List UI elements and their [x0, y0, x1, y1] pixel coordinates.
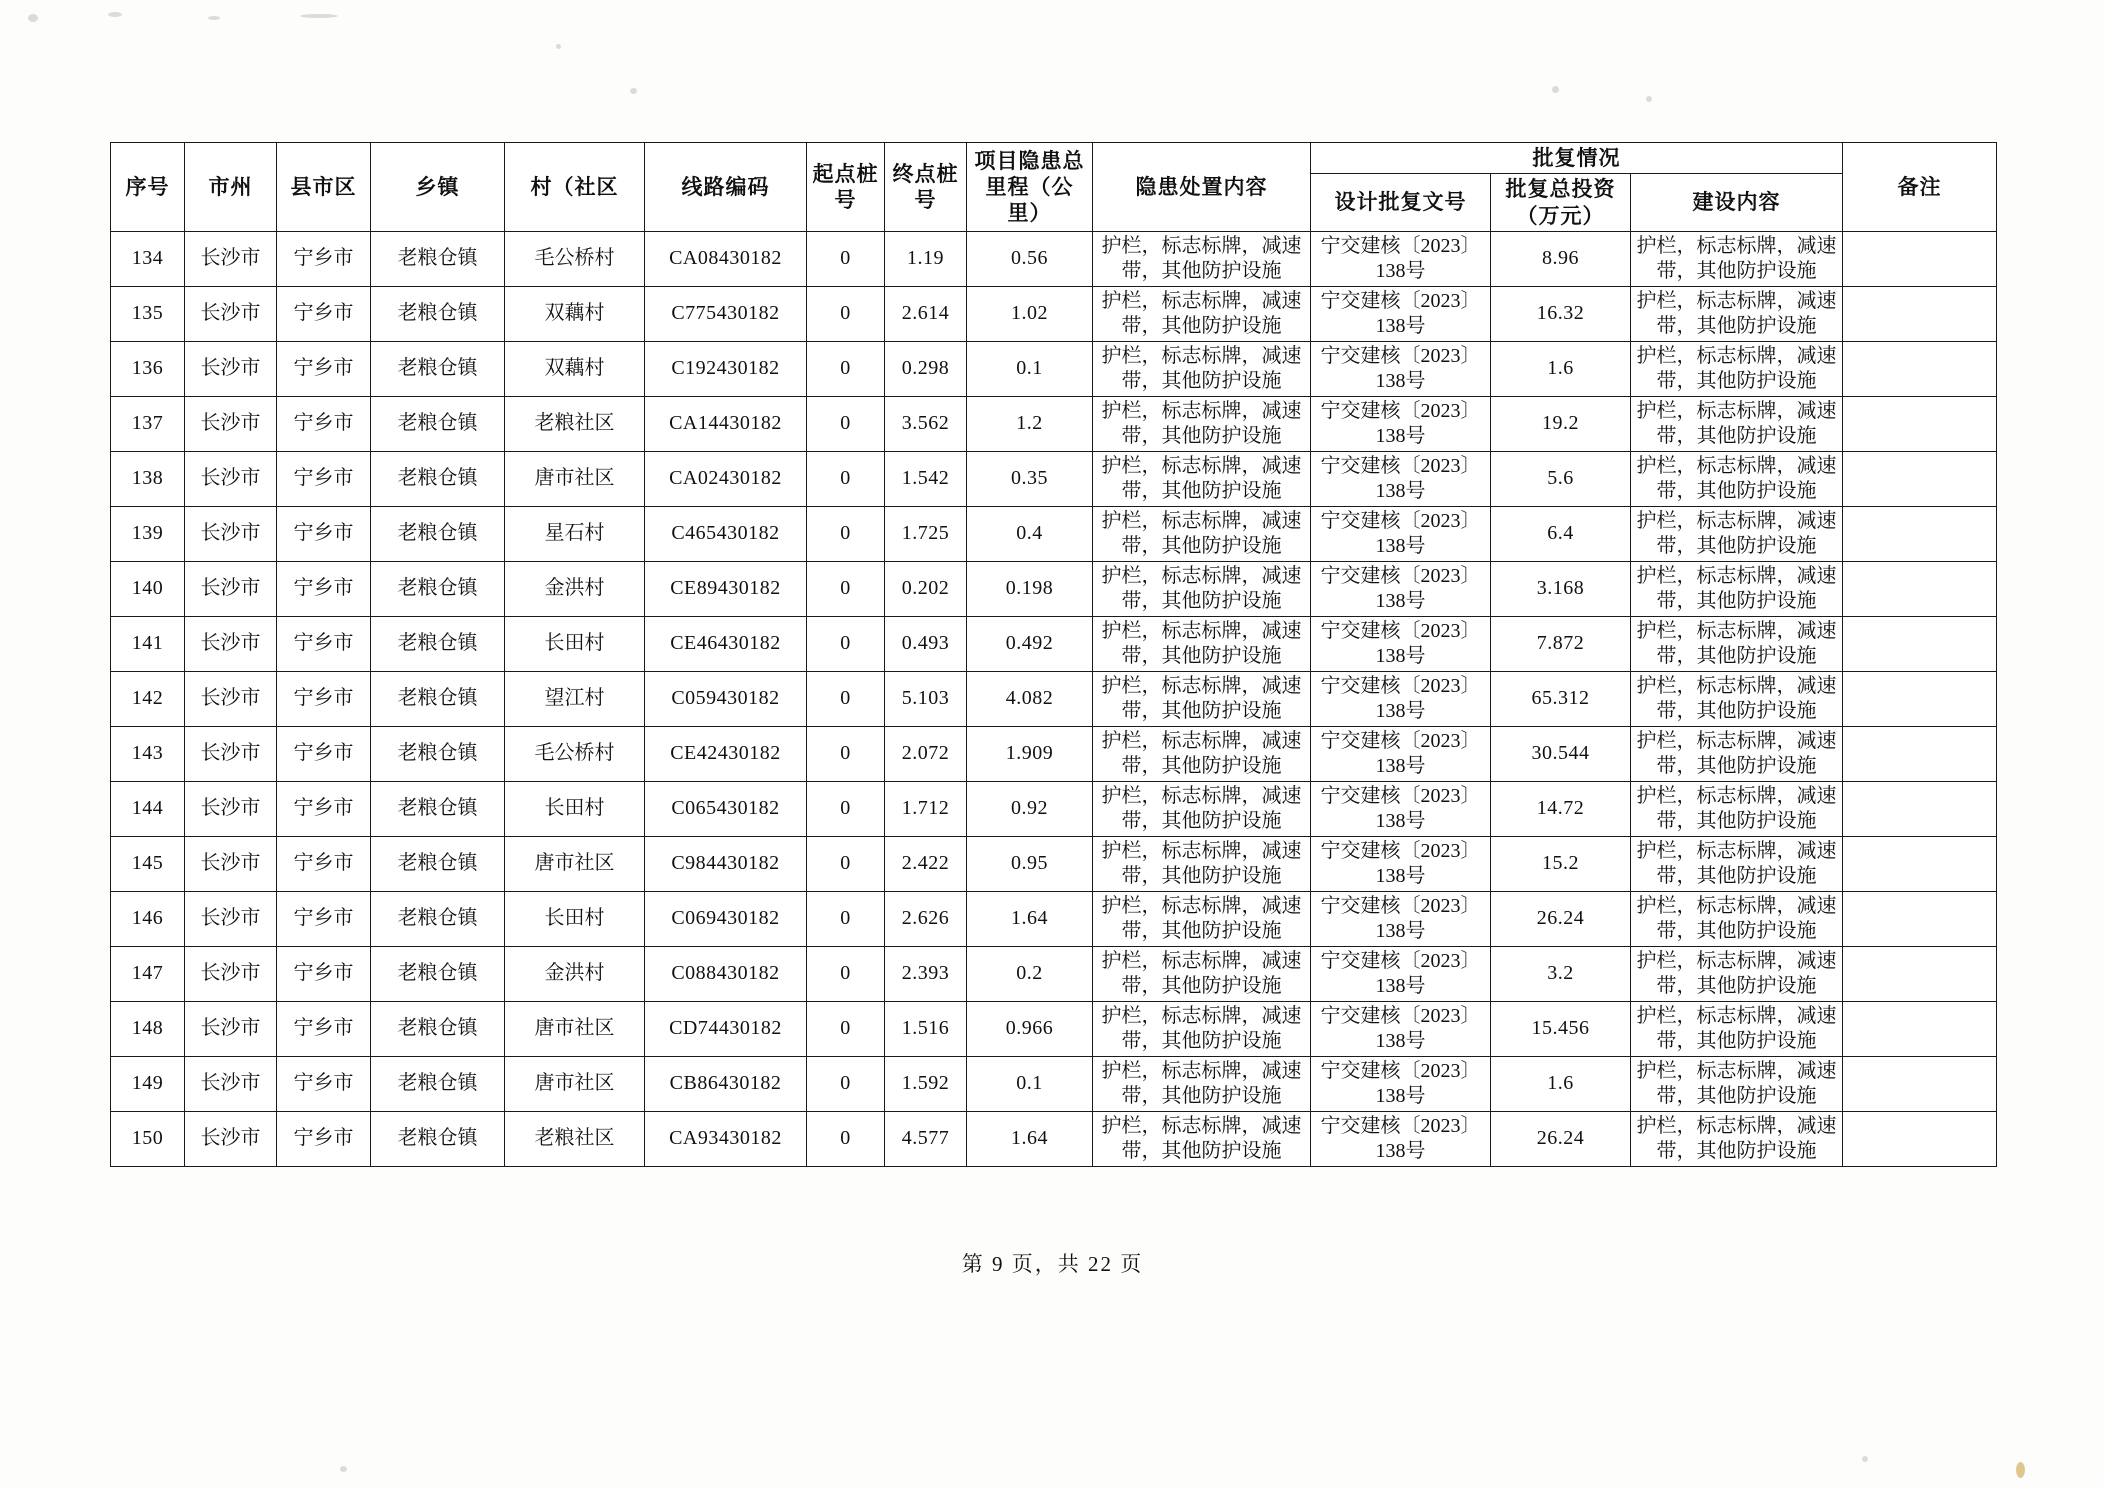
cell-investment: 7.872 [1491, 616, 1631, 671]
cell-start: 0 [807, 506, 885, 561]
cell-town: 老粮仓镇 [371, 396, 505, 451]
cell-village: 毛公桥村 [505, 231, 645, 286]
cell-hazard-content: 护栏，标志标牌，减速带，其他防护设施 [1093, 451, 1311, 506]
cell-county: 宁乡市 [277, 671, 371, 726]
cell-construction-content: 护栏，标志标牌，减速带，其他防护设施 [1631, 946, 1843, 1001]
table-row [111, 781, 1997, 836]
cell-start: 0 [807, 1111, 885, 1166]
table-row [111, 286, 1997, 341]
cell-start: 0 [807, 781, 885, 836]
cell-end: 0.493 [885, 616, 967, 671]
cell-seq: 144 [111, 781, 185, 836]
cell-start: 0 [807, 946, 885, 1001]
cell-investment: 15.456 [1491, 1001, 1631, 1056]
cell-remark [1843, 1056, 1997, 1111]
cell-line-code: C984430182 [645, 836, 807, 891]
scan-speckle [556, 44, 561, 49]
cell-design-doc: 宁交建核〔2023〕138号 [1311, 341, 1491, 396]
cell-design-doc: 宁交建核〔2023〕138号 [1311, 1056, 1491, 1111]
cell-start: 0 [807, 396, 885, 451]
table-row [111, 891, 1997, 946]
cell-city: 长沙市 [185, 671, 277, 726]
cell-design-doc: 宁交建核〔2023〕138号 [1311, 286, 1491, 341]
cell-line-code: CE89430182 [645, 561, 807, 616]
cell-city: 长沙市 [185, 946, 277, 1001]
scan-speckle [1862, 1456, 1868, 1462]
cell-investment: 16.32 [1491, 286, 1631, 341]
cell-county: 宁乡市 [277, 341, 371, 396]
cell-hazard-content: 护栏，标志标牌，减速带，其他防护设施 [1093, 286, 1311, 341]
table-row [111, 1111, 1997, 1166]
cell-remark [1843, 946, 1997, 1001]
cell-start: 0 [807, 1056, 885, 1111]
cell-line-code: CE46430182 [645, 616, 807, 671]
cell-city: 长沙市 [185, 781, 277, 836]
cell-seq: 148 [111, 1001, 185, 1056]
cell-seq: 149 [111, 1056, 185, 1111]
cell-county: 宁乡市 [277, 286, 371, 341]
cell-village: 唐市社区 [505, 1056, 645, 1111]
scan-speckle [108, 12, 122, 17]
cell-hazard-content: 护栏，标志标牌，减速带，其他防护设施 [1093, 1001, 1311, 1056]
column-header-line-code: 线路编码 [645, 143, 807, 232]
cell-town: 老粮仓镇 [371, 891, 505, 946]
cell-start: 0 [807, 726, 885, 781]
table-row [111, 616, 1997, 671]
cell-start: 0 [807, 891, 885, 946]
cell-county: 宁乡市 [277, 396, 371, 451]
cell-county: 宁乡市 [277, 836, 371, 891]
cell-construction-content: 护栏，标志标牌，减速带，其他防护设施 [1631, 341, 1843, 396]
cell-design-doc: 宁交建核〔2023〕138号 [1311, 671, 1491, 726]
cell-end: 1.712 [885, 781, 967, 836]
cell-county: 宁乡市 [277, 946, 371, 1001]
cell-hazard-content: 护栏，标志标牌，减速带，其他防护设施 [1093, 506, 1311, 561]
cell-remark [1843, 671, 1997, 726]
cell-remark [1843, 836, 1997, 891]
cell-seq: 134 [111, 231, 185, 286]
cell-village: 长田村 [505, 616, 645, 671]
cell-start: 0 [807, 1001, 885, 1056]
cell-seq: 142 [111, 671, 185, 726]
cell-town: 老粮仓镇 [371, 286, 505, 341]
cell-end: 3.562 [885, 396, 967, 451]
cell-total: 0.35 [967, 451, 1093, 506]
cell-construction-content: 护栏，标志标牌，减速带，其他防护设施 [1631, 616, 1843, 671]
cell-county: 宁乡市 [277, 1111, 371, 1166]
cell-investment: 14.72 [1491, 781, 1631, 836]
cell-hazard-content: 护栏，标志标牌，减速带，其他防护设施 [1093, 946, 1311, 1001]
cell-county: 宁乡市 [277, 781, 371, 836]
table-row [111, 671, 1997, 726]
cell-city: 长沙市 [185, 231, 277, 286]
table-row [111, 836, 1997, 891]
cell-city: 长沙市 [185, 836, 277, 891]
table-row [111, 341, 1997, 396]
cell-town: 老粮仓镇 [371, 231, 505, 286]
cell-total: 0.92 [967, 781, 1093, 836]
cell-design-doc: 宁交建核〔2023〕138号 [1311, 506, 1491, 561]
table-row [111, 1056, 1997, 1111]
cell-end: 2.393 [885, 946, 967, 1001]
cell-remark [1843, 891, 1997, 946]
cell-county: 宁乡市 [277, 231, 371, 286]
cell-city: 长沙市 [185, 396, 277, 451]
cell-hazard-content: 护栏，标志标牌，减速带，其他防护设施 [1093, 781, 1311, 836]
cell-remark [1843, 1111, 1997, 1166]
cell-start: 0 [807, 231, 885, 286]
cell-start: 0 [807, 836, 885, 891]
cell-remark [1843, 781, 1997, 836]
scan-speckle [340, 1466, 347, 1472]
cell-village: 金洪村 [505, 946, 645, 1001]
page-footer: 第 9 页，共 22 页 [961, 1252, 1144, 1276]
cell-seq: 141 [111, 616, 185, 671]
cell-village: 唐市社区 [505, 1001, 645, 1056]
cell-city: 长沙市 [185, 451, 277, 506]
table-row [111, 231, 1997, 286]
table-row [111, 506, 1997, 561]
cell-town: 老粮仓镇 [371, 341, 505, 396]
column-header-town: 乡镇 [371, 143, 505, 232]
cell-total: 0.56 [967, 231, 1093, 286]
cell-construction-content: 护栏，标志标牌，减速带，其他防护设施 [1631, 891, 1843, 946]
table-row [111, 396, 1997, 451]
cell-line-code: C069430182 [645, 891, 807, 946]
cell-town: 老粮仓镇 [371, 671, 505, 726]
cell-county: 宁乡市 [277, 451, 371, 506]
cell-city: 长沙市 [185, 286, 277, 341]
cell-construction-content: 护栏，标志标牌，减速带，其他防护设施 [1631, 231, 1843, 286]
cell-design-doc: 宁交建核〔2023〕138号 [1311, 836, 1491, 891]
cell-hazard-content: 护栏，标志标牌，减速带，其他防护设施 [1093, 1056, 1311, 1111]
cell-line-code: C065430182 [645, 781, 807, 836]
cell-end: 5.103 [885, 671, 967, 726]
cell-design-doc: 宁交建核〔2023〕138号 [1311, 231, 1491, 286]
cell-line-code: CA14430182 [645, 396, 807, 451]
cell-end: 0.202 [885, 561, 967, 616]
cell-town: 老粮仓镇 [371, 506, 505, 561]
cell-city: 长沙市 [185, 891, 277, 946]
cell-hazard-content: 护栏，标志标牌，减速带，其他防护设施 [1093, 341, 1311, 396]
cell-construction-content: 护栏，标志标牌，减速带，其他防护设施 [1631, 726, 1843, 781]
cell-city: 长沙市 [185, 1056, 277, 1111]
cell-seq: 146 [111, 891, 185, 946]
cell-hazard-content: 护栏，标志标牌，减速带，其他防护设施 [1093, 891, 1311, 946]
cell-seq: 137 [111, 396, 185, 451]
column-header-end-stake: 终点桩号 [885, 143, 967, 232]
cell-total: 0.4 [967, 506, 1093, 561]
cell-line-code: CA08430182 [645, 231, 807, 286]
cell-village: 长田村 [505, 781, 645, 836]
scan-speckle [1552, 86, 1559, 93]
cell-town: 老粮仓镇 [371, 1056, 505, 1111]
cell-line-code: CA93430182 [645, 1111, 807, 1166]
cell-county: 宁乡市 [277, 1056, 371, 1111]
cell-investment: 6.4 [1491, 506, 1631, 561]
cell-construction-content: 护栏，标志标牌，减速带，其他防护设施 [1631, 781, 1843, 836]
cell-village: 星石村 [505, 506, 645, 561]
table-row [111, 1001, 1997, 1056]
cell-design-doc: 宁交建核〔2023〕138号 [1311, 451, 1491, 506]
cell-county: 宁乡市 [277, 506, 371, 561]
cell-seq: 138 [111, 451, 185, 506]
cell-remark [1843, 451, 1997, 506]
cell-total: 0.492 [967, 616, 1093, 671]
cell-hazard-content: 护栏，标志标牌，减速带，其他防护设施 [1093, 671, 1311, 726]
cell-line-code: C775430182 [645, 286, 807, 341]
cell-end: 4.577 [885, 1111, 967, 1166]
cell-city: 长沙市 [185, 341, 277, 396]
cell-line-code: CB86430182 [645, 1056, 807, 1111]
cell-town: 老粮仓镇 [371, 561, 505, 616]
cell-investment: 26.24 [1491, 891, 1631, 946]
cell-construction-content: 护栏，标志标牌，减速带，其他防护设施 [1631, 1111, 1843, 1166]
cell-county: 宁乡市 [277, 561, 371, 616]
cell-seq: 147 [111, 946, 185, 1001]
cell-start: 0 [807, 616, 885, 671]
cell-start: 0 [807, 286, 885, 341]
cell-remark [1843, 1001, 1997, 1056]
cell-city: 长沙市 [185, 1001, 277, 1056]
cell-total: 4.082 [967, 671, 1093, 726]
scan-speckle [2016, 1462, 2025, 1478]
table-row [111, 561, 1997, 616]
cell-hazard-content: 护栏，标志标牌，减速带，其他防护设施 [1093, 1111, 1311, 1166]
column-header-village: 村（社区 [505, 143, 645, 232]
cell-city: 长沙市 [185, 726, 277, 781]
cell-investment: 3.2 [1491, 946, 1631, 1001]
cell-construction-content: 护栏，标志标牌，减速带，其他防护设施 [1631, 1001, 1843, 1056]
column-header-hazard-content: 隐患处置内容 [1093, 143, 1311, 232]
cell-town: 老粮仓镇 [371, 836, 505, 891]
cell-design-doc: 宁交建核〔2023〕138号 [1311, 1001, 1491, 1056]
column-header-total-mileage: 项目隐患总里程（公里） [967, 143, 1093, 232]
cell-end: 2.626 [885, 891, 967, 946]
cell-remark [1843, 396, 1997, 451]
cell-line-code: CA02430182 [645, 451, 807, 506]
column-header-remark: 备注 [1843, 143, 1997, 232]
cell-end: 1.592 [885, 1056, 967, 1111]
cell-remark [1843, 561, 1997, 616]
cell-remark [1843, 341, 1997, 396]
cell-start: 0 [807, 561, 885, 616]
cell-end: 2.422 [885, 836, 967, 891]
cell-city: 长沙市 [185, 506, 277, 561]
table-row [111, 451, 1997, 506]
column-header-total-investment: 批复总投资（万元） [1491, 174, 1631, 232]
cell-total: 0.198 [967, 561, 1093, 616]
hazard-table-container [110, 142, 1996, 1167]
column-header-approval-group: 批复情况 [1311, 143, 1843, 174]
cell-end: 1.542 [885, 451, 967, 506]
cell-design-doc: 宁交建核〔2023〕138号 [1311, 396, 1491, 451]
column-header-city: 市州 [185, 143, 277, 232]
cell-investment: 5.6 [1491, 451, 1631, 506]
cell-village: 唐市社区 [505, 451, 645, 506]
cell-investment: 3.168 [1491, 561, 1631, 616]
cell-seq: 139 [111, 506, 185, 561]
cell-line-code: C059430182 [645, 671, 807, 726]
cell-village: 双藕村 [505, 341, 645, 396]
cell-hazard-content: 护栏，标志标牌，减速带，其他防护设施 [1093, 561, 1311, 616]
cell-city: 长沙市 [185, 561, 277, 616]
cell-construction-content: 护栏，标志标牌，减速带，其他防护设施 [1631, 506, 1843, 561]
cell-total: 1.64 [967, 891, 1093, 946]
cell-line-code: C465430182 [645, 506, 807, 561]
cell-town: 老粮仓镇 [371, 726, 505, 781]
table-header [111, 143, 1997, 232]
column-header-construction-content: 建设内容 [1631, 174, 1843, 232]
cell-hazard-content: 护栏，标志标牌，减速带，其他防护设施 [1093, 396, 1311, 451]
cell-remark [1843, 726, 1997, 781]
scan-speckle [1646, 96, 1652, 102]
column-header-start-stake: 起点桩号 [807, 143, 885, 232]
cell-design-doc: 宁交建核〔2023〕138号 [1311, 561, 1491, 616]
cell-total: 0.95 [967, 836, 1093, 891]
cell-start: 0 [807, 341, 885, 396]
cell-town: 老粮仓镇 [371, 451, 505, 506]
cell-seq: 150 [111, 1111, 185, 1166]
cell-town: 老粮仓镇 [371, 946, 505, 1001]
cell-construction-content: 护栏，标志标牌，减速带，其他防护设施 [1631, 451, 1843, 506]
cell-construction-content: 护栏，标志标牌，减速带，其他防护设施 [1631, 671, 1843, 726]
cell-construction-content: 护栏，标志标牌，减速带，其他防护设施 [1631, 396, 1843, 451]
column-header-seq: 序号 [111, 143, 185, 232]
table-header-row-1 [111, 143, 1997, 174]
cell-remark [1843, 506, 1997, 561]
cell-hazard-content: 护栏，标志标牌，减速带，其他防护设施 [1093, 726, 1311, 781]
cell-start: 0 [807, 451, 885, 506]
cell-design-doc: 宁交建核〔2023〕138号 [1311, 616, 1491, 671]
cell-investment: 1.6 [1491, 1056, 1631, 1111]
cell-total: 0.2 [967, 946, 1093, 1001]
cell-line-code: C192430182 [645, 341, 807, 396]
cell-county: 宁乡市 [277, 1001, 371, 1056]
cell-investment: 8.96 [1491, 231, 1631, 286]
cell-end: 1.516 [885, 1001, 967, 1056]
cell-construction-content: 护栏，标志标牌，减速带，其他防护设施 [1631, 836, 1843, 891]
cell-seq: 143 [111, 726, 185, 781]
cell-seq: 135 [111, 286, 185, 341]
cell-investment: 19.2 [1491, 396, 1631, 451]
hazard-table [110, 142, 1997, 1167]
cell-village: 老粮社区 [505, 1111, 645, 1166]
cell-investment: 1.6 [1491, 341, 1631, 396]
cell-county: 宁乡市 [277, 616, 371, 671]
cell-end: 2.614 [885, 286, 967, 341]
cell-construction-content: 护栏，标志标牌，减速带，其他防护设施 [1631, 561, 1843, 616]
cell-construction-content: 护栏，标志标牌，减速带，其他防护设施 [1631, 286, 1843, 341]
cell-design-doc: 宁交建核〔2023〕138号 [1311, 726, 1491, 781]
cell-total: 0.1 [967, 1056, 1093, 1111]
cell-village: 老粮社区 [505, 396, 645, 451]
cell-total: 1.64 [967, 1111, 1093, 1166]
cell-investment: 26.24 [1491, 1111, 1631, 1166]
cell-village: 望江村 [505, 671, 645, 726]
cell-end: 1.725 [885, 506, 967, 561]
cell-hazard-content: 护栏，标志标牌，减速带，其他防护设施 [1093, 836, 1311, 891]
cell-village: 双藕村 [505, 286, 645, 341]
cell-hazard-content: 护栏，标志标牌，减速带，其他防护设施 [1093, 616, 1311, 671]
cell-county: 宁乡市 [277, 891, 371, 946]
cell-total: 1.2 [967, 396, 1093, 451]
cell-end: 0.298 [885, 341, 967, 396]
column-header-county: 县市区 [277, 143, 371, 232]
cell-seq: 140 [111, 561, 185, 616]
scan-speckle [300, 14, 338, 18]
scan-speckle [208, 16, 220, 20]
cell-village: 金洪村 [505, 561, 645, 616]
cell-investment: 30.544 [1491, 726, 1631, 781]
cell-city: 长沙市 [185, 1111, 277, 1166]
cell-village: 长田村 [505, 891, 645, 946]
cell-start: 0 [807, 671, 885, 726]
scan-speckle [630, 88, 637, 94]
cell-total: 0.966 [967, 1001, 1093, 1056]
table-row [111, 726, 1997, 781]
cell-investment: 65.312 [1491, 671, 1631, 726]
cell-remark [1843, 231, 1997, 286]
cell-total: 0.1 [967, 341, 1093, 396]
cell-seq: 145 [111, 836, 185, 891]
cell-end: 2.072 [885, 726, 967, 781]
cell-hazard-content: 护栏，标志标牌，减速带，其他防护设施 [1093, 231, 1311, 286]
column-header-design-doc: 设计批复文号 [1311, 174, 1491, 232]
cell-construction-content: 护栏，标志标牌，减速带，其他防护设施 [1631, 1056, 1843, 1111]
cell-line-code: CE42430182 [645, 726, 807, 781]
cell-design-doc: 宁交建核〔2023〕138号 [1311, 891, 1491, 946]
cell-line-code: CD74430182 [645, 1001, 807, 1056]
cell-seq: 136 [111, 341, 185, 396]
cell-investment: 15.2 [1491, 836, 1631, 891]
cell-remark [1843, 616, 1997, 671]
cell-town: 老粮仓镇 [371, 616, 505, 671]
table-row [111, 946, 1997, 1001]
scan-speckle [28, 14, 38, 22]
cell-town: 老粮仓镇 [371, 1001, 505, 1056]
cell-total: 1.909 [967, 726, 1093, 781]
cell-line-code: C088430182 [645, 946, 807, 1001]
cell-design-doc: 宁交建核〔2023〕138号 [1311, 946, 1491, 1001]
cell-total: 1.02 [967, 286, 1093, 341]
cell-town: 老粮仓镇 [371, 1111, 505, 1166]
cell-city: 长沙市 [185, 616, 277, 671]
cell-village: 唐市社区 [505, 836, 645, 891]
cell-remark [1843, 286, 1997, 341]
cell-county: 宁乡市 [277, 726, 371, 781]
cell-village: 毛公桥村 [505, 726, 645, 781]
cell-design-doc: 宁交建核〔2023〕138号 [1311, 781, 1491, 836]
cell-town: 老粮仓镇 [371, 781, 505, 836]
table-body [111, 231, 1997, 1166]
cell-design-doc: 宁交建核〔2023〕138号 [1311, 1111, 1491, 1166]
cell-end: 1.19 [885, 231, 967, 286]
